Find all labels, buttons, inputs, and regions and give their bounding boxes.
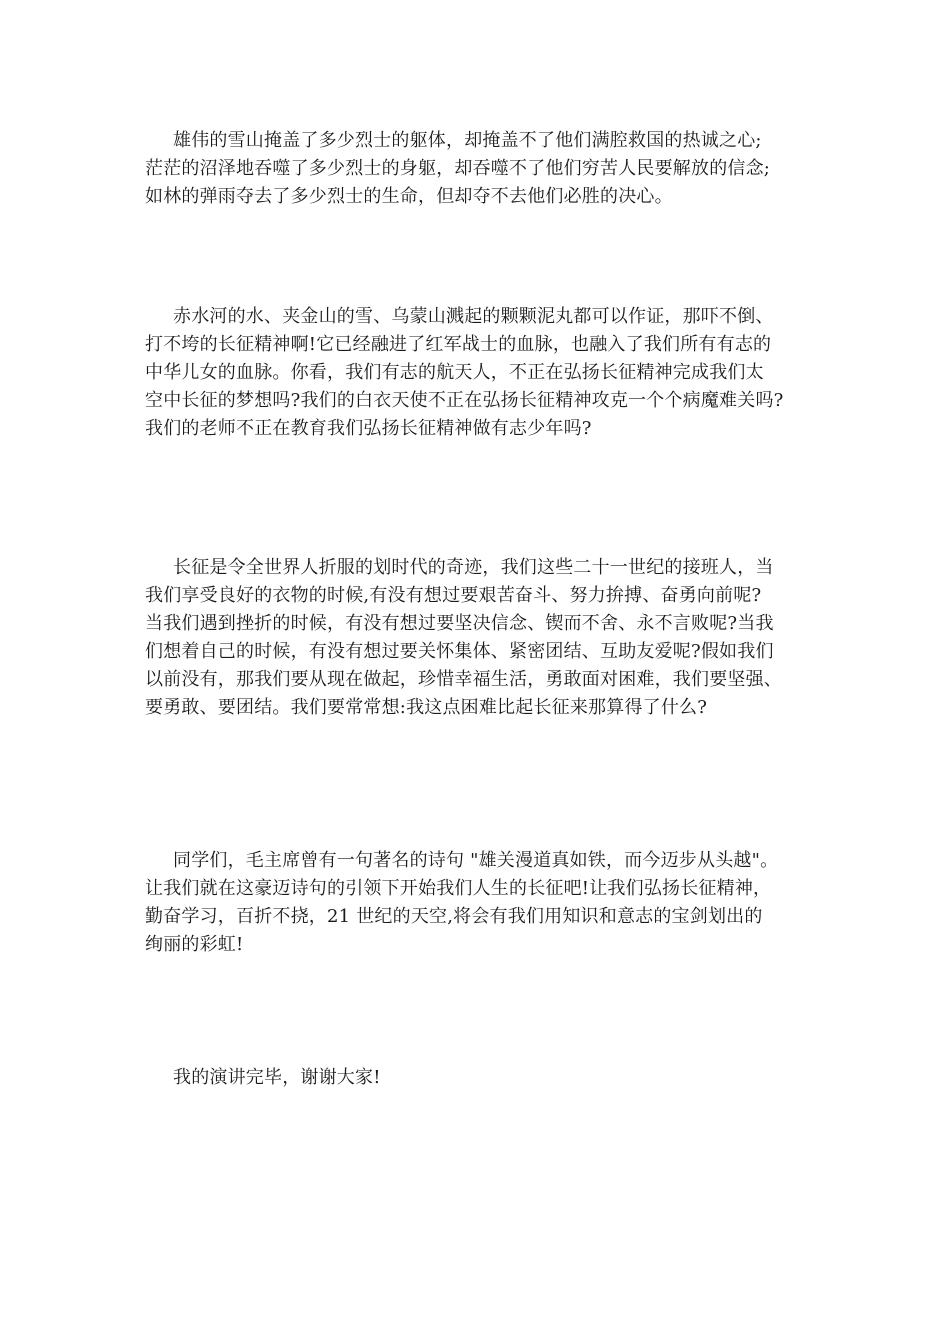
paragraph-successors: [145, 554, 825, 722]
paragraph-snow-mountain: [145, 127, 825, 211]
paragraph-long-march-spirit: [145, 303, 825, 443]
text-line: 们想着自己的时候，有没有想过要关怀集体、紧密团结、互助友爱呢?假如我们: [145, 641, 774, 662]
paragraph-closing: [145, 1064, 825, 1092]
text-line: 绚丽的彩虹!: [145, 934, 244, 955]
paragraph-classmates: [145, 847, 825, 959]
text-line: 要勇敢、要团结。我们要常常想:我这点困难比起长征来那算得了什么?: [145, 697, 708, 718]
text-line: 中华儿女的血脉。你看，我们有志的航天人，不正在弘扬长征精神完成我们太: [145, 362, 764, 383]
text-line: 勤奋学习，百折不挠，21 世纪的天空,将会有我们用知识和意志的宝剑划出的: [145, 906, 763, 927]
text-line: 以前没有，那我们要从现在做起，珍惜幸福生活，勇敢面对困难，我们要坚强、: [145, 669, 782, 690]
text-line: 让我们就在这豪迈诗句的引领下开始我们人生的长征吧!让我们弘扬长征精神，: [145, 878, 772, 899]
text-line: 我的演讲完毕，谢谢大家!: [173, 1067, 381, 1088]
text-line: 我们享受良好的衣物的时候,有没有想过要艰苦奋斗、努力拚搏、奋勇向前呢?: [145, 585, 762, 606]
text-line: 空中长征的梦想吗?我们的白衣天使不正在弘扬长征精神攻克一个个病魔难关吗?: [145, 390, 784, 411]
text-line: 打不垮的长征精神啊!它已经融进了红军战士的血脉，也融入了我们所有有志的: [145, 334, 772, 355]
text-line: 当我们遇到挫折的时候，有没有想过要坚决信念、锲而不舍、永不言败呢?当我: [145, 613, 774, 634]
text-line: 赤水河的水、夹金山的雪、乌蒙山溅起的颗颗泥丸都可以作证，那吓不倒、: [173, 306, 774, 327]
text-line: 同学们，毛主席曾有一句著名的诗句 "雄关漫道真如铁，而今迈步从头越"。: [173, 850, 779, 871]
text-line: 雄伟的雪山掩盖了多少烈士的躯体，却掩盖不了他们满腔救国的热诚之心;: [173, 130, 762, 151]
text-line: 长征是令全世界人折服的划时代的奇迹，我们这些二十一世纪的接班人，当: [173, 557, 774, 578]
text-line: 我们的老师不正在教育我们弘扬长征精神做有志少年吗?: [145, 418, 592, 439]
text-line: 如林的弹雨夺去了多少烈士的生命，但却夺不去他们必胜的决心。: [145, 186, 673, 207]
text-line: 茫茫的沼泽地吞噬了多少烈士的身躯，却吞噬不了他们穷苦人民要解放的信念;: [145, 158, 771, 179]
